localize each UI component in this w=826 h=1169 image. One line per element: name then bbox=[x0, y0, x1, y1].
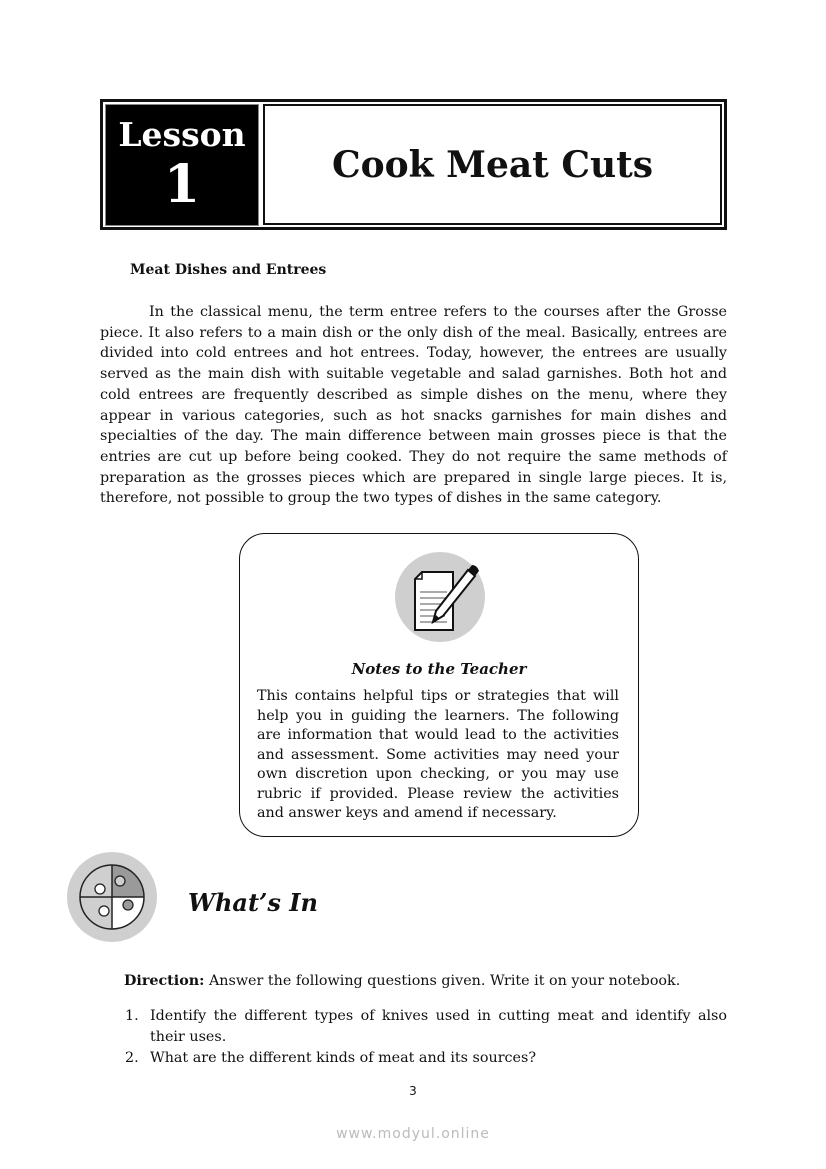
paragraph-line: appear in various categories, such as hot snacks garnishes for main dishes and bbox=[100, 407, 727, 424]
page-number: 3 bbox=[409, 1084, 417, 1098]
paragraph-line: preparation as the grosses pieces which are prepared in single large pieces. It is, bbox=[100, 469, 727, 486]
notes-title: Notes to the Teacher bbox=[351, 660, 527, 678]
question-item bbox=[150, 1048, 727, 1069]
notes-line: and assessment. Some activities may need your bbox=[257, 746, 619, 763]
question-number: 1. bbox=[125, 1008, 139, 1024]
question-line: What are the different kinds of meat and its sources? bbox=[150, 1050, 537, 1066]
question-line: Identify the different types of knives used in cutting meat and identify also bbox=[150, 1008, 727, 1024]
notes-line: own discretion upon checking, or you may use bbox=[257, 766, 619, 782]
paragraph-line: piece. It also refers to a main dish or the only dish of the meal. Basically, entrees are bbox=[100, 324, 727, 341]
document-pencil-icon bbox=[395, 552, 487, 644]
notes-line: are information that would lead to the activities bbox=[257, 727, 619, 743]
notes-line: help you in guiding the learners. The following bbox=[257, 707, 619, 724]
notes-text bbox=[257, 687, 619, 824]
paragraph-line: entries are cut up before being cooked. They do not require the same methods of bbox=[100, 448, 727, 465]
paragraph-line: divided into cold entrees and hot entrees. Today, however, the entrees are usually bbox=[100, 345, 727, 362]
paragraph-line: served as the main dish with suitable vegetable and salad garnishes. Both hot and bbox=[100, 366, 727, 383]
lesson-word: Lesson bbox=[118, 115, 246, 154]
question-item bbox=[150, 1006, 727, 1048]
notes-line: and answer keys and amend if necessary. bbox=[257, 805, 557, 821]
direction-label: Direction: bbox=[124, 973, 205, 989]
notes-line: This contains helpful tips or strategies that will bbox=[257, 688, 619, 704]
section-heading: Meat Dishes and Entrees bbox=[130, 262, 327, 278]
lesson-number: 1 bbox=[163, 154, 201, 215]
paragraph-line: specialties of the day. The main difference between main grosses piece is that the bbox=[100, 428, 727, 445]
lesson-header bbox=[100, 99, 727, 230]
paragraph-line: In the classical menu, the term entree refers to the courses after the Grosse bbox=[149, 304, 727, 320]
question-number: 2. bbox=[125, 1050, 139, 1066]
puzzle-icon bbox=[66, 851, 158, 943]
paragraph-line: therefore, not possible to group the two types of dishes in the same category. bbox=[100, 490, 662, 507]
direction-text: Answer the following questions given. Write it on your notebook. bbox=[204, 973, 681, 989]
whats-in-heading: What’s In bbox=[188, 888, 318, 917]
paragraph-line: cold entrees are frequently described as simple dishes on the menu, where they bbox=[100, 386, 727, 403]
question-line: their uses. bbox=[150, 1029, 227, 1045]
intro-paragraph bbox=[100, 302, 727, 509]
direction bbox=[124, 973, 680, 989]
notes-line: rubric if provided. Please review the activities bbox=[257, 785, 619, 802]
watermark: www.modyul.online bbox=[336, 1126, 490, 1142]
lesson-title: Cook Meat Cuts bbox=[263, 104, 722, 225]
lesson-number-box bbox=[105, 104, 259, 226]
